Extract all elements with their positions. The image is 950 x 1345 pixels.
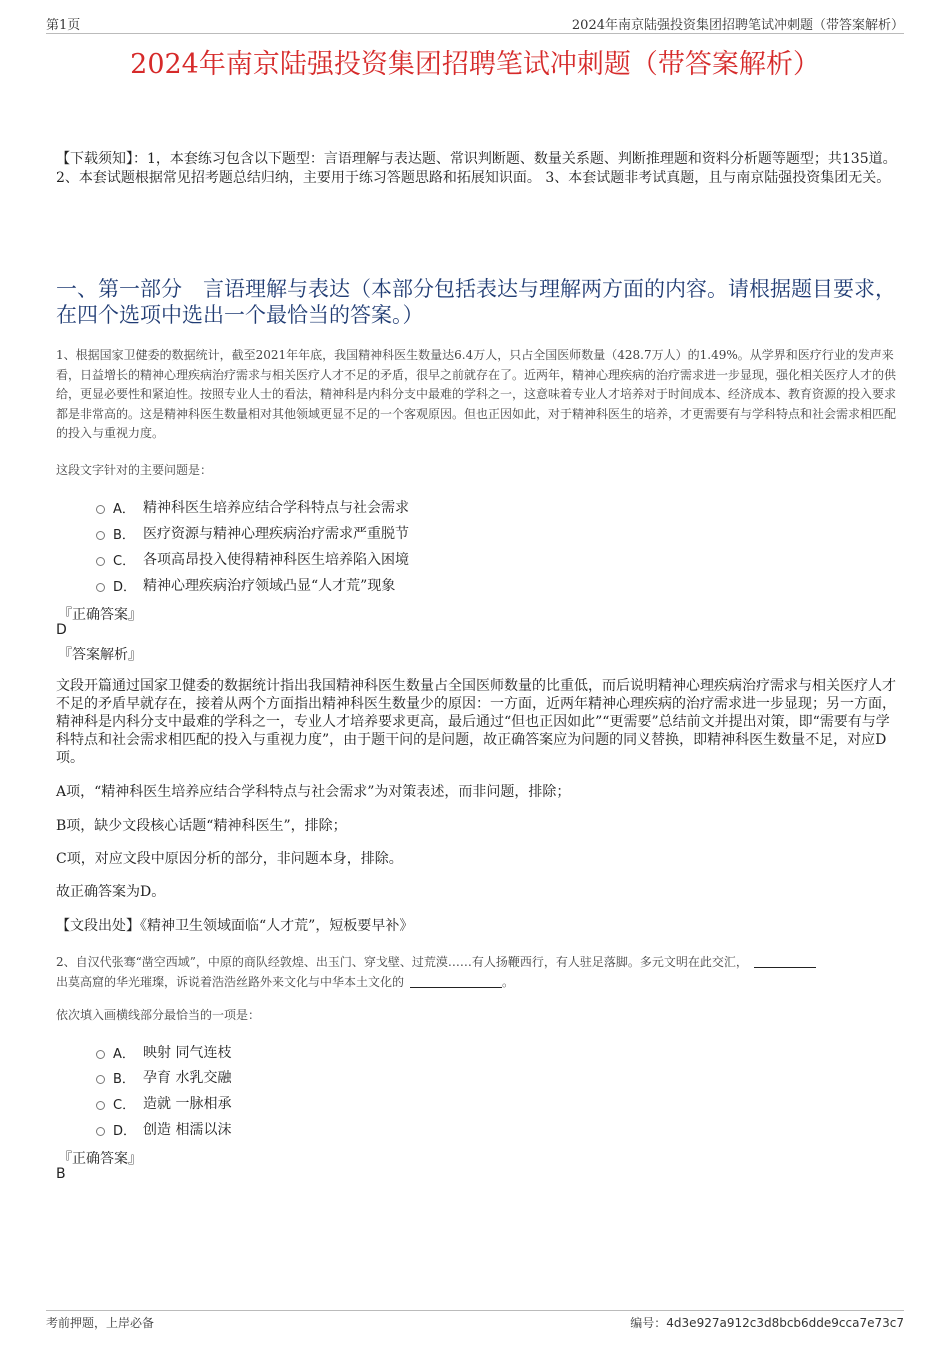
question-2-text-part1: 2、自汉代张骞“凿空西域”，中原的商队经敦煌、出玉门、穿戈壁、过荒漠……有人扬鞭西行，有人驻足落脚。多元文明在此交汇， xyxy=(56,955,748,969)
analysis-paragraph: 文段开篇通过国家卫健委的数据统计指出我国精神科医生数量占全国医师数量的比重低，而后说明精神心理疾病治疗需求与相关医疗人才不足的矛盾早就存在，接着从两个方面指出精神科医生数量少的原因：一方面，近两年精神心理疾病的治疗需求进一步显现；另一方面，精神科是内科分支中最难的学科之一，专业人才培养要求更高，最后通过“但也正因如此”“更需要”总结前文并提出对策，即“需要有与学科特点和社会需求相匹配的投入与重视力度”，由于题干问的是问题，故正确答案应为问题的同义替换，即精神科医生数量不足，对应D项。 xyxy=(56,678,896,766)
header-divider xyxy=(46,33,904,34)
page-number: 第1页 xyxy=(46,18,81,33)
question-2-option-c[interactable] xyxy=(96,1094,231,1112)
question-2-text xyxy=(56,953,898,992)
radio-icon[interactable] xyxy=(96,1050,105,1059)
question-1-option-d[interactable] xyxy=(96,576,395,594)
section-heading: 一、第一部分 言语理解与表达（本部分包括表达与理解两方面的内容。请根据题目要求，在四个选项中选出一个最恰当的答案。） xyxy=(56,277,896,327)
analysis-conclusion: 故正确答案为D。 xyxy=(56,884,166,900)
option-letter: C． xyxy=(113,553,136,569)
option-text: 映射 同气连枝 xyxy=(143,1045,232,1061)
question-2-option-d[interactable] xyxy=(96,1120,231,1138)
option-text: 精神科医生培养应结合学科特点与社会需求 xyxy=(143,500,409,516)
answer-analysis-label: 『答案解析』 xyxy=(58,647,142,663)
question-1-prompt: 这段文字针对的主要问题是： xyxy=(56,463,213,477)
radio-icon[interactable] xyxy=(96,531,105,540)
fill-blank-2 xyxy=(410,975,502,988)
footer-slogan: 考前押题，上岸必备 xyxy=(46,1316,155,1330)
option-letter: D． xyxy=(113,579,137,595)
option-text: 医疗资源与精神心理疾病治疗需求严重脱节 xyxy=(143,526,409,542)
option-text: 精神心理疾病治疗领域凸显“人才荒”现象 xyxy=(143,578,396,594)
correct-answer-label: 『正确答案』 xyxy=(58,1151,142,1167)
footer-code-label: 编号： xyxy=(630,1316,667,1330)
question-1-option-b[interactable] xyxy=(96,524,409,542)
correct-answer-label: 『正确答案』 xyxy=(58,607,142,623)
fill-blank-1 xyxy=(754,955,816,968)
correct-answer-value: D xyxy=(56,622,67,638)
question-1-option-c[interactable] xyxy=(96,550,409,568)
question-2-text-part2: 出莫高窟的华光璀璨，诉说着浩浩丝路外来文化与中华本土文化的 xyxy=(56,974,405,989)
question-2-prompt: 依次填入画横线部分最恰当的一项是： xyxy=(56,1008,261,1022)
question-2-option-b[interactable] xyxy=(96,1068,231,1086)
radio-icon[interactable] xyxy=(96,583,105,592)
question-1-option-a[interactable] xyxy=(96,498,409,516)
download-notice: 【下载须知】：1，本套练习包含以下题型：言语理解与表达题、常识判断题、数量关系题、判断推理题和资料分析题等题型；共135道。 2、本套试题根据常见招考题总结归纳，主要用于练习答题思路和拓展知识面。 3、本套试题非考试真题，且与南京陆强投资集团无关。 xyxy=(56,151,897,186)
option-letter: B． xyxy=(113,527,135,543)
header-doc-title: 2024年南京陆强投资集团招聘笔试冲刺题（带答案解析） xyxy=(571,18,904,33)
analysis-option-b: B项，缺少文段核心话题“精神科医生”，排除； xyxy=(56,818,347,834)
footer-code-value: 4d3e927a912c3d8bcb6dde9cca7e73c7 xyxy=(666,1316,904,1330)
question-1-text: 1、根据国家卫健委的数据统计，截至2021年年底，我国精神科医生数量达6.4万人，只占全国医师数量（428.7万人）的1.49%。从学界和医疗行业的发声来看，日益增长的精神心理疾病治疗需求与相关医疗人才不足的矛盾，很早之前就存在了。近两年，精神心理疾病的治疗需求进一步显现，强化相关医疗人才的供给，更显必要性和紧迫性。按照专业人士的看法，精神科是内科分支中最难的学科之一，这意味着专业人才培养对于时间成本、经济成本、教育资源的投入要求都是非常高的。这是精神科医生数量相对其他领域更显不足的一个客观原因。但也正因如此，对于精神科医生的培养，才更需要有与学科特点和社会需求相匹配的投入与重视力度。 xyxy=(56,348,897,440)
question-2-text-end: 。 xyxy=(502,974,515,989)
radio-icon[interactable] xyxy=(96,1101,105,1110)
option-text: 创造 相濡以沫 xyxy=(143,1122,232,1138)
option-text: 各项高昂投入使得精神科医生培养陷入困境 xyxy=(143,552,409,568)
option-letter: B． xyxy=(113,1071,135,1087)
option-letter: D． xyxy=(113,1123,137,1139)
option-text: 孕育 水乳交融 xyxy=(143,1070,232,1086)
radio-icon[interactable] xyxy=(96,1127,105,1136)
analysis-option-a: A项，“精神科医生培养应结合学科特点与社会需求”为对策表述，而非问题，排除； xyxy=(56,784,571,800)
option-letter: A． xyxy=(113,1046,135,1062)
option-letter: C． xyxy=(113,1097,136,1113)
option-text: 造就 一脉相承 xyxy=(143,1096,232,1112)
radio-icon[interactable] xyxy=(96,1075,105,1084)
question-2-option-a[interactable] xyxy=(96,1043,231,1061)
footer-divider xyxy=(46,1310,904,1311)
correct-answer-value: B xyxy=(56,1166,66,1182)
analysis-option-c: C项，对应文段中原因分析的部分，非问题本身，排除。 xyxy=(56,851,403,867)
option-letter: A． xyxy=(113,501,135,517)
radio-icon[interactable] xyxy=(96,505,105,514)
document-title: 2024年南京陆强投资集团招聘笔试冲刺题（带答案解析） xyxy=(130,49,820,80)
radio-icon[interactable] xyxy=(96,557,105,566)
analysis-source: 【文段出处】《精神卫生领域面临“人才荒”，短板要早补》 xyxy=(56,918,414,934)
footer-code xyxy=(630,1314,904,1331)
